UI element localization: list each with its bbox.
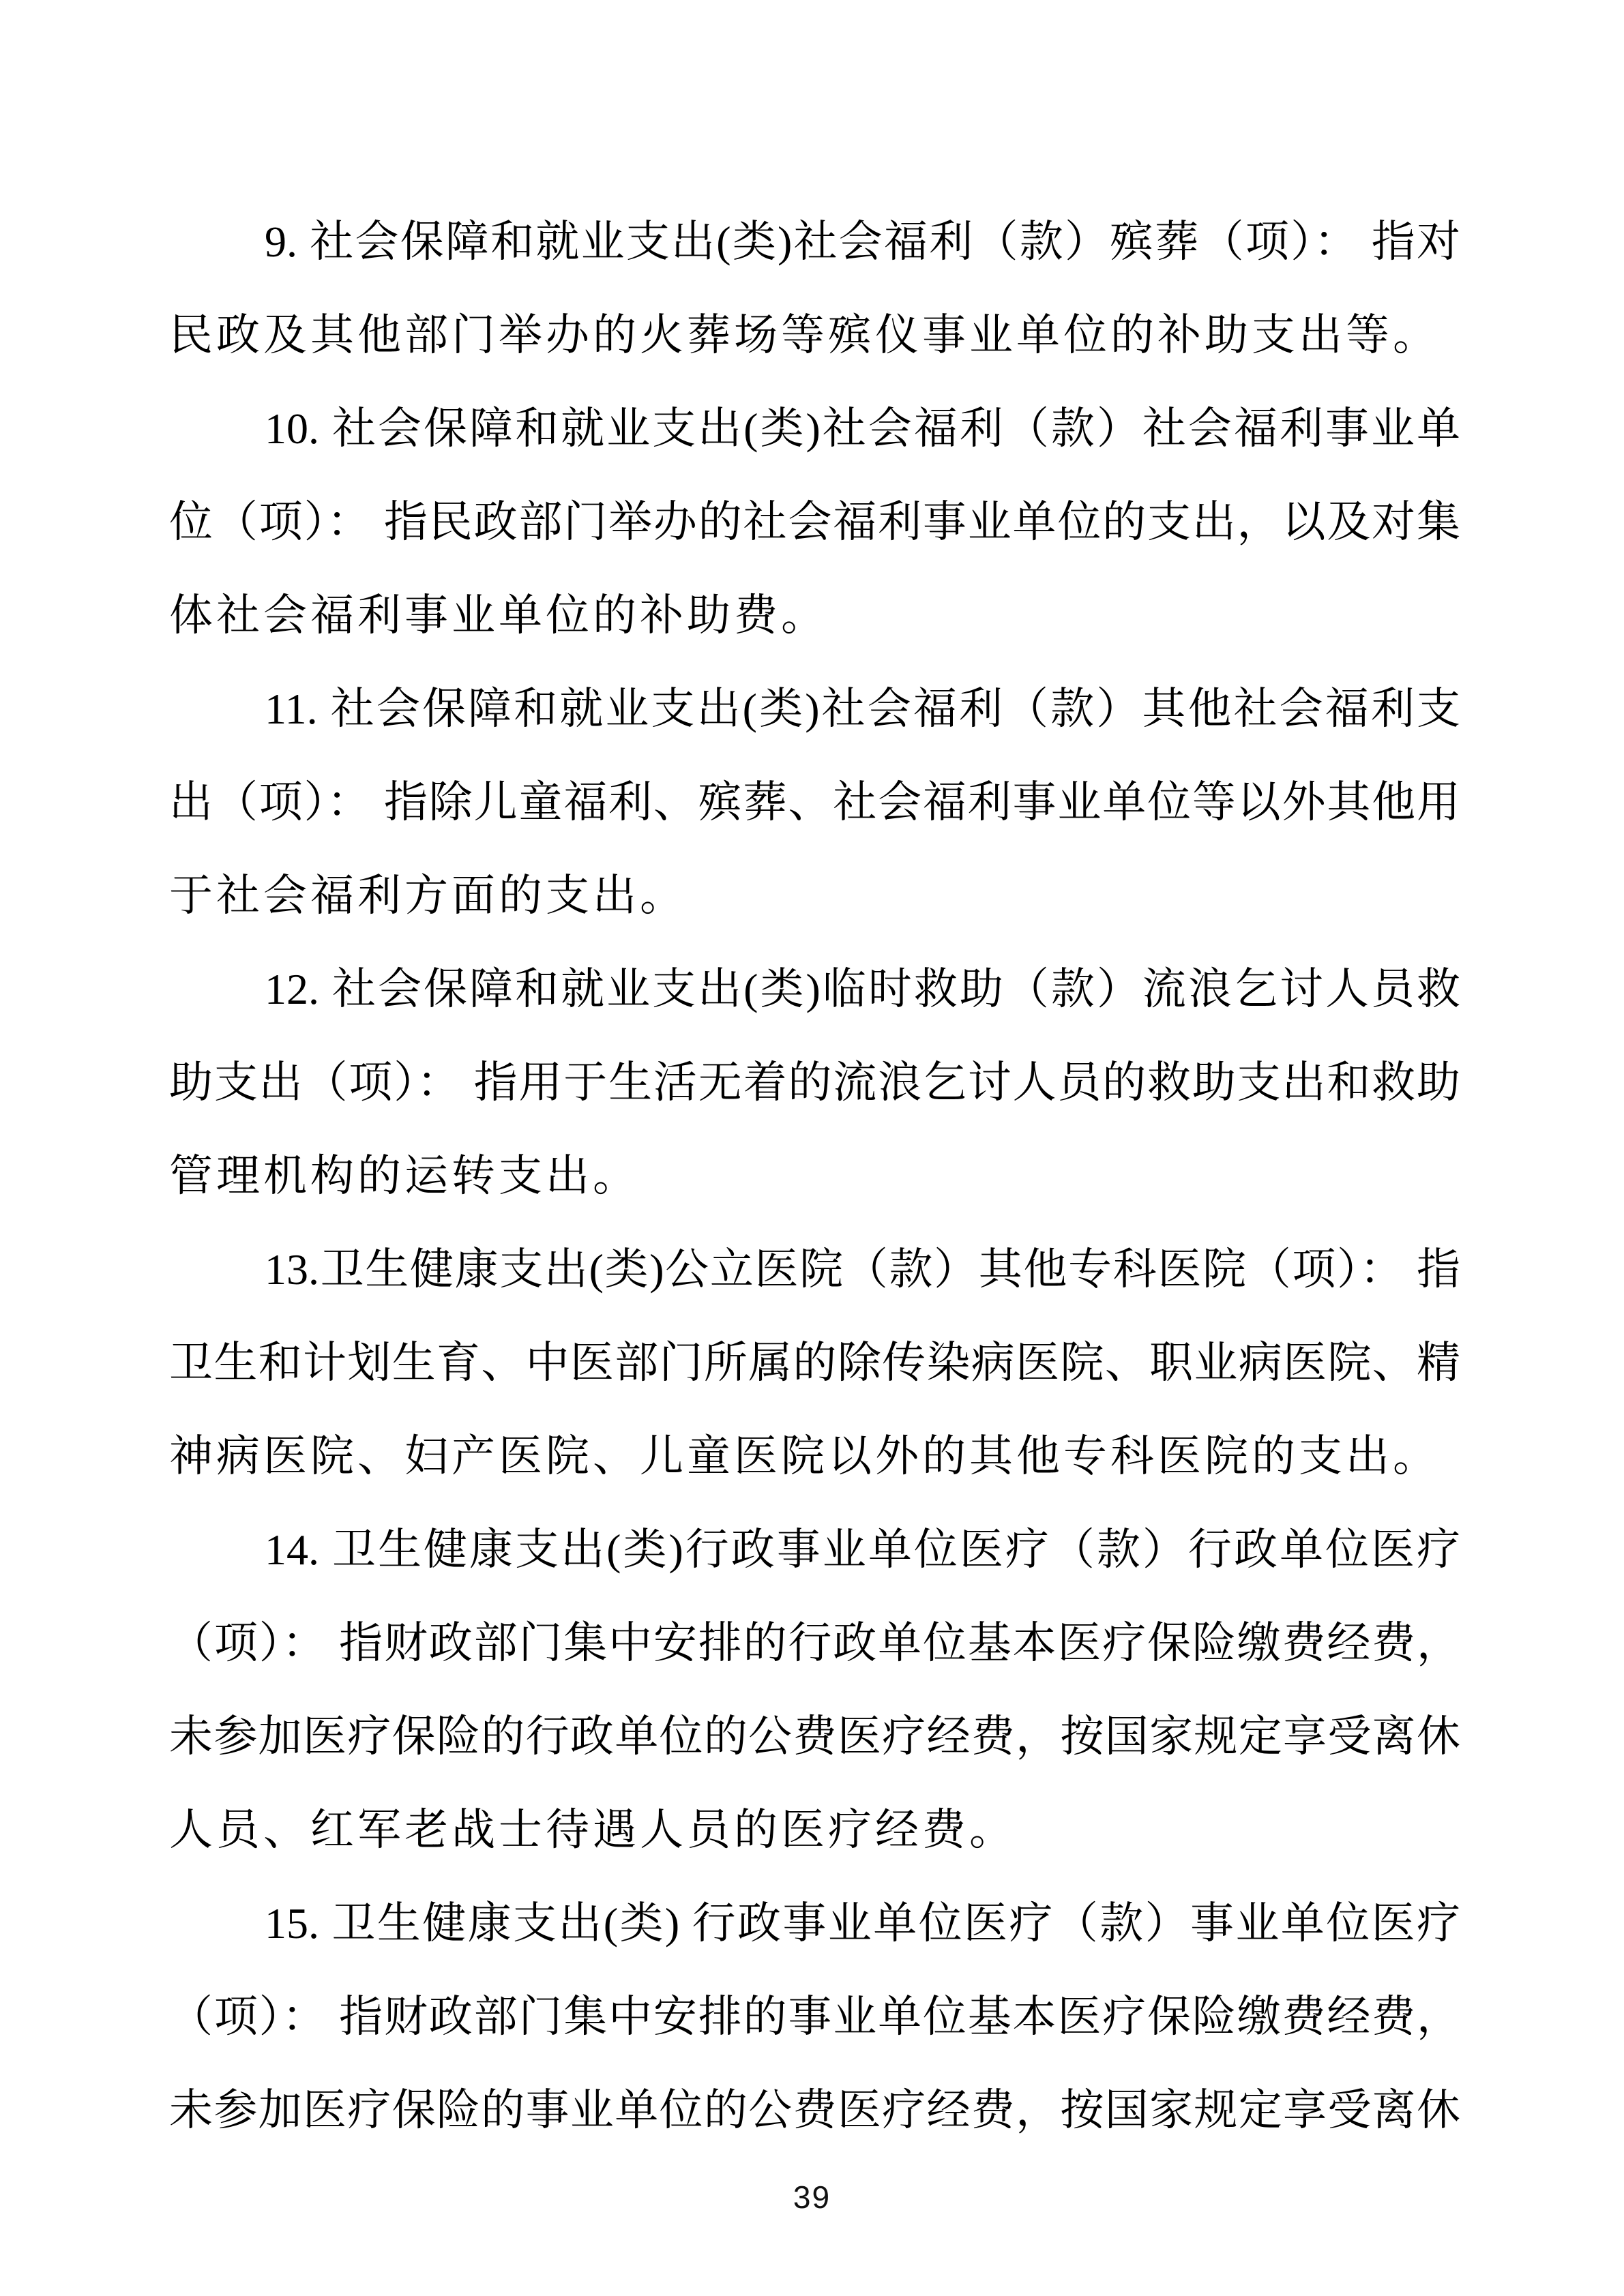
text-line: （项）： 指财政部门集中安排的事业单位基本医疗保险缴费经费， <box>169 1993 1460 2041</box>
text-line: 未参加医疗保险的行政单位的公费医疗经费，按国家规定享受离休 <box>169 1712 1460 1761</box>
text-line: 9. 社会保障和就业支出(类)社会福利（款）殡葬（项）： 指对 <box>265 218 1460 266</box>
text-line: 11. 社会保障和就业支出(类)社会福利（款）其他社会福利支 <box>265 685 1460 733</box>
paragraph-item-15 <box>169 1877 1460 2157</box>
text-line: 13.卫生健康支出(类)公立医院（款）其他专科医院（项）： 指 <box>265 1245 1460 1294</box>
text-line: 12. 社会保障和就业支出(类)临时救助（款）流浪乞讨人员救 <box>265 965 1460 1013</box>
text-line: 神病医院、妇产医院、儿童医院以外的其他专科医院的支出。 <box>169 1432 1440 1480</box>
paragraph-item-13 <box>169 1223 1460 1503</box>
text-line: 位（项）： 指民政部门举办的社会福利事业单位的支出，以及对集 <box>169 498 1460 546</box>
text-line: 管理机构的运转支出。 <box>169 1152 640 1200</box>
text-line: 于社会福利方面的支出。 <box>169 871 687 920</box>
paragraph-item-10 <box>169 382 1460 662</box>
text-line: 体社会福利事业单位的补助费。 <box>169 591 828 640</box>
text-line: 15. 卫生健康支出(类) 行政事业单位医疗（款）事业单位医疗 <box>265 1899 1460 1948</box>
text-line: （项）： 指财政部门集中安排的行政单位基本医疗保险缴费经费， <box>169 1619 1460 1667</box>
text-line: 人员、红军老战士待遇人员的医疗经费。 <box>169 1806 1016 1854</box>
page-number: 39 <box>793 2179 831 2215</box>
text-line: 助支出（项）： 指用于生活无着的流浪乞讨人员的救助支出和救助 <box>169 1058 1460 1107</box>
document-body <box>169 195 1460 2157</box>
paragraph-item-12 <box>169 942 1460 1223</box>
paragraph-item-14 <box>169 1503 1460 1877</box>
paragraph-item-9 <box>169 195 1460 382</box>
text-line: 14. 卫生健康支出(类)行政事业单位医疗（款）行政单位医疗 <box>265 1525 1460 1574</box>
paragraph-item-11 <box>169 662 1460 942</box>
text-line: 未参加医疗保险的事业单位的公费医疗经费，按国家规定享受离休 <box>169 2086 1460 2134</box>
text-line: 出（项）： 指除儿童福利、殡葬、社会福利事业单位等以外其他用 <box>169 778 1460 826</box>
text-line: 民政及其他部门举办的火葬场等殡仪事业单位的补助支出等。 <box>169 311 1440 359</box>
text-line: 10. 社会保障和就业支出(类)社会福利（款）社会福利事业单 <box>265 404 1460 453</box>
text-line: 卫生和计划生育、中医部门所属的除传染病医院、职业病医院、精 <box>169 1339 1460 1387</box>
